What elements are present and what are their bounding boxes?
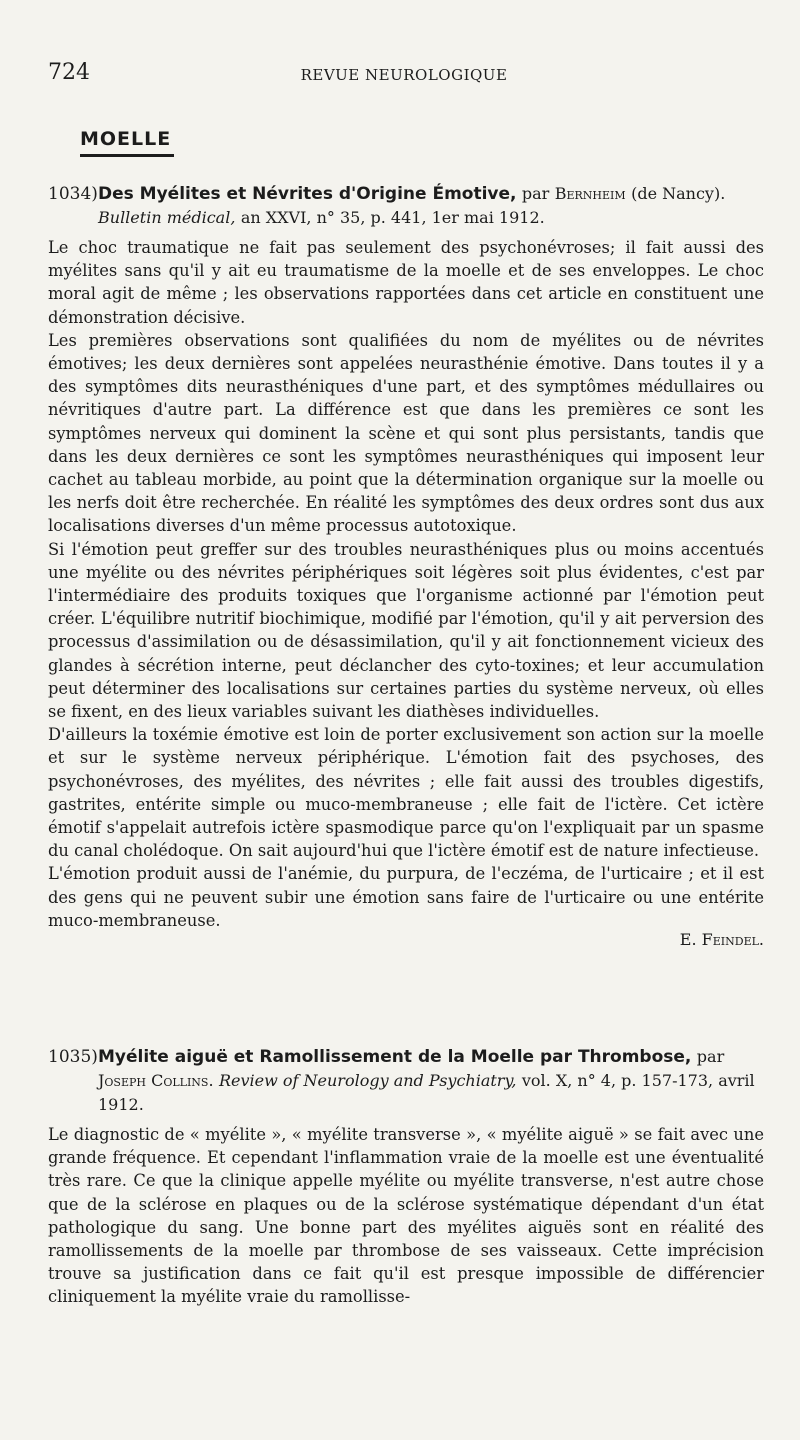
article-number: 1034) (48, 184, 98, 204)
article-author: Bernheim (554, 184, 626, 203)
article-number: 1035) (48, 1047, 98, 1067)
article-affiliation: (de Nancy). (631, 184, 726, 203)
article-title: Myélite aiguë et Ramollissement de la Moelle par Thrombose, (98, 1047, 692, 1067)
article-journal: Bulletin médical, (98, 208, 236, 227)
article-paragraph: Le choc traumatique ne fait pas seulement des psychonévroses; il fait aussi des myélites sans qu'il y ait eu traumatisme de la moelle et de ses enveloppes. Le choc moral agit de même ; les observations rapportées dans cet article en constituent une démonstration décisive. (48, 238, 764, 327)
article-citation: an XXVI, n° 35, p. 441, 1er mai 1912. (240, 208, 545, 227)
article-by: par (696, 1047, 725, 1066)
section-underline (80, 154, 174, 157)
article-journal: Review of Neurology and Psychiatry, (218, 1071, 517, 1090)
signature-text: E. Feindel. (679, 930, 764, 950)
article-1034 (48, 182, 764, 949)
article-title: Des Myélites et Névrites d'Origine Émotive, (98, 184, 517, 204)
article-heading (48, 1045, 764, 1117)
article-paragraph: Les premières observations sont qualifiées du nom de myélites ou de névrites émotives; les deux dernières sont appelées neurasthénie émotive. Dans toutes il y a des symptômes dits neurasthéniques d'une part, et des symptômes médullaires ou névritiques d'autre part. La différence est que dans les premières ce sont les symptômes nerveux qui dominent la scène et qui sont plus persistants, tandis que dans les deux dernières ce sont les symptômes neurasthéniques qui imposent leur cachet au tableau morbide, au point que la détermination organique sur la moelle ou les nerfs doit être recherchée. En réalité les symptômes des deux ordres sont dus aux localisations diverses d'un même processus autotoxique. (48, 330, 764, 536)
article-paragraph: L'émotion produit aussi de l'anémie, du purpura, de l'eczéma, de l'urticaire ; et il est des gens qui ne peuvent subir une émotion sans faire de l'urticaire ou une entérite muco-membraneuse. (48, 864, 764, 930)
article-heading (48, 182, 764, 230)
article-citation: vol. X, n° 4, p. 157-173, avril 1912. (98, 1071, 755, 1114)
running-title: REVUE NEUROLOGIQUE (300, 66, 508, 84)
article-paragraph: Si l'émotion peut greffer sur des troubles neurasthéniques plus ou moins accentués une myélite ou des névrites périphériques soit légères soit plus évidentes, c'est par l'intermédiaire des produits toxiques que l'organisme actionné par l'émotion peut créer. L'équilibre nutritif biochimique, modifié par l'émotion, qu'il y ait perversion des processus d'assimilation ou de désassimilation, qu'il y ait fonctionnement vicieux des glandes à sécrétion interne, peut déclancher des cyto-toxines; et leur accumulation peut déterminer des localisations sur certaines parties du système nerveux, où elles se fixent, en des lieux variables suivant les diathèses individuelles. (48, 539, 764, 722)
page-number: 724 (48, 60, 90, 85)
reviewer-signature (48, 930, 764, 949)
article-paragraph: Le diagnostic de « myélite », « myélite transverse », « myélite aiguë » se fait avec une grande fréquence. Et cependant l'inflammation vraie de la moelle est une éventualité très rare. Ce que la clinique appelle myélite ou myélite transverse, n'est autre chose que de la sclérose en plaques ou de la sclérose systématique dépendant d'un état pathologique du sang. Une bonne part des myélites aiguës sont en réalité des ramollissements de la moelle par thrombose de ses vaisseaux. Cette imprécision trouve sa justification dans ce fait qu'il est presque impossible de différencier cliniquement la myélite vraie du ramollisse- (48, 1125, 764, 1307)
section-title: MOELLE (80, 128, 172, 150)
page-header (48, 60, 760, 90)
article-author: Joseph Collins. (98, 1071, 214, 1090)
article-1035 (48, 1045, 764, 1309)
article-by: par (521, 184, 550, 203)
article-paragraph: D'ailleurs la toxémie émotive est loin de porter exclusivement son action sur la moelle et sur le système nerveux périphérique. L'émotion fait des psychoses, des psychonévroses, des myélites, des névrites ; elle fait aussi des troubles digestifs, gastrites, entérite simple ou muco-membraneuse ; elle fait de l'ictère. Cet ictère émotif s'appelait autrefois ictère spasmodique parce qu'on l'expliquait par un spasme du canal cholédoque. On sait aujourd'hui que l'ictère émotif est de nature infectieuse. (48, 725, 764, 861)
